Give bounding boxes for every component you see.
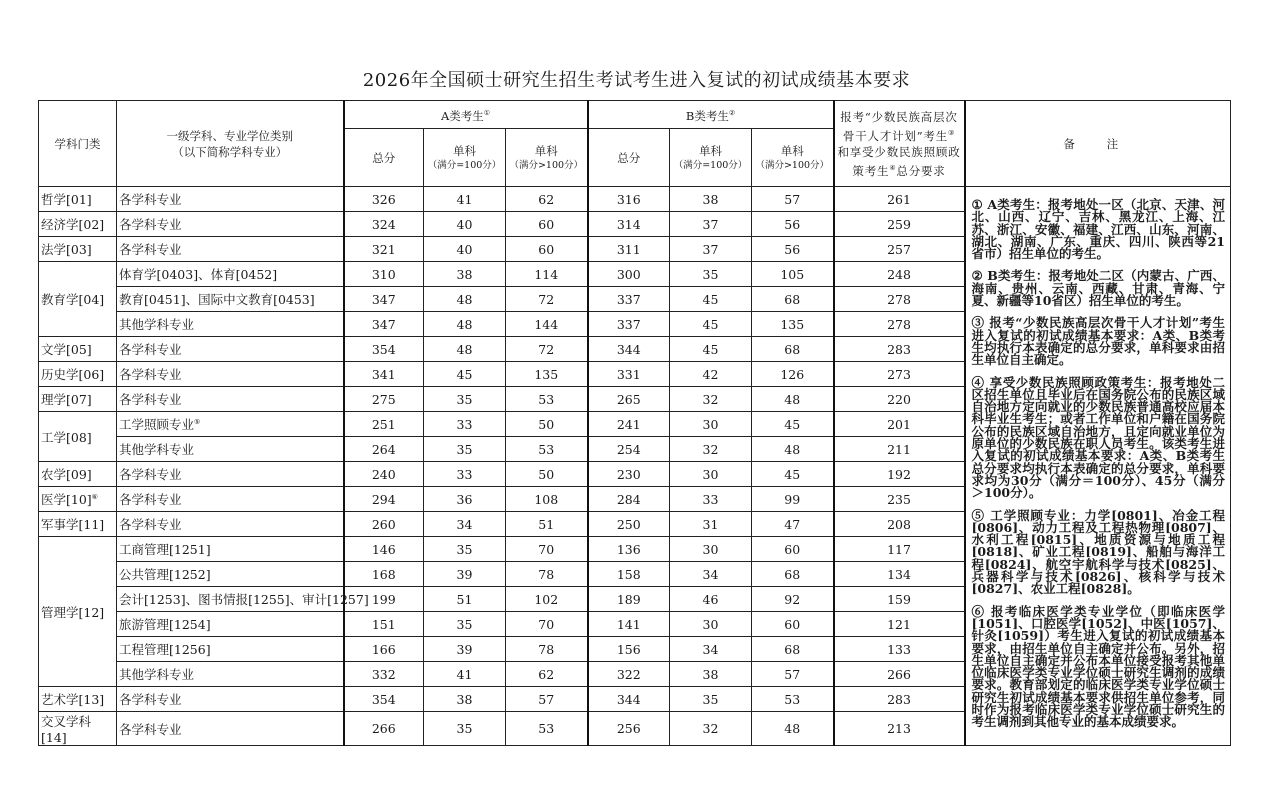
a-single-100-cell: 35 bbox=[424, 712, 506, 746]
special-text-1: 报考“少数民族高层次骨干人才计划”考生 bbox=[840, 109, 958, 143]
a-single-gt100-cell: 108 bbox=[506, 487, 588, 512]
notes-cell bbox=[965, 187, 1231, 746]
b-single-100-cell: 35 bbox=[670, 262, 752, 287]
a-single-label: 单科 bbox=[453, 144, 476, 158]
b-total-cell: 316 bbox=[588, 187, 670, 212]
a-single-gt100-cell: 144 bbox=[506, 312, 588, 337]
discipline-cell bbox=[39, 212, 117, 237]
special-footnote-2: ④ bbox=[889, 163, 897, 172]
b-single-100-note: （满分=100分） bbox=[673, 160, 748, 171]
a-total-cell: 354 bbox=[344, 337, 424, 362]
a-total-cell: 332 bbox=[344, 662, 424, 687]
discipline-cell bbox=[39, 237, 117, 262]
subject-label: 各学科专业 bbox=[119, 342, 182, 357]
special-text-2: 和享受少数民族照顾政策考生 bbox=[837, 144, 961, 178]
discipline-label: 医学[10] bbox=[41, 492, 92, 507]
discipline-footnote: ⑥ bbox=[91, 492, 98, 501]
b-single-gt100-cell: 126 bbox=[752, 362, 834, 387]
special-total-cell: 192 bbox=[834, 462, 965, 487]
subject-cell bbox=[117, 637, 344, 662]
subject-label: 各学科专业 bbox=[119, 517, 182, 532]
a-single-gt100-cell: 60 bbox=[506, 212, 588, 237]
discipline-cell bbox=[39, 362, 117, 387]
subject-cell bbox=[117, 187, 344, 212]
special-total-cell: 134 bbox=[834, 562, 965, 587]
subject-cell bbox=[117, 362, 344, 387]
subject-label: 其他学科专业 bbox=[119, 442, 195, 457]
discipline-cell bbox=[39, 412, 117, 462]
a-total-cell: 264 bbox=[344, 437, 424, 462]
subject-cell bbox=[117, 387, 344, 412]
a-total-cell: 260 bbox=[344, 512, 424, 537]
subject-cell bbox=[117, 712, 344, 746]
a-single-gt100-cell: 114 bbox=[506, 262, 588, 287]
discipline-cell bbox=[39, 337, 117, 362]
a-single-gt100-cell: 53 bbox=[506, 712, 588, 746]
discipline-label: 艺术学[13] bbox=[41, 692, 105, 707]
a-total-cell: 347 bbox=[344, 287, 424, 312]
discipline-cell bbox=[39, 487, 117, 512]
subject-label: 各学科专业 bbox=[119, 192, 182, 207]
discipline-cell bbox=[39, 512, 117, 537]
a-single-100-cell: 33 bbox=[424, 462, 506, 487]
subject-cell bbox=[117, 237, 344, 262]
discipline-label: 理学[07] bbox=[41, 392, 92, 407]
a-single-100-note: （满分=100分） bbox=[427, 160, 502, 171]
a-single-gt100-cell: 102 bbox=[506, 587, 588, 612]
b-total-cell: 344 bbox=[588, 337, 670, 362]
discipline-cell bbox=[39, 187, 117, 212]
header-notes: 备 注 bbox=[965, 101, 1231, 187]
b-single-gt100-cell: 68 bbox=[752, 337, 834, 362]
header-b-total: 总分 bbox=[588, 129, 670, 187]
b-total-cell: 284 bbox=[588, 487, 670, 512]
special-total-cell: 283 bbox=[834, 337, 965, 362]
b-single-gt100-cell: 68 bbox=[752, 287, 834, 312]
subject-label: 其他学科专业 bbox=[119, 667, 195, 682]
special-total-cell: 159 bbox=[834, 587, 965, 612]
a-single-100-cell: 33 bbox=[424, 412, 506, 437]
b-total-cell: 256 bbox=[588, 712, 670, 746]
b-total-cell: 241 bbox=[588, 412, 670, 437]
a-single-gt100-cell: 62 bbox=[506, 662, 588, 687]
header-special bbox=[834, 101, 965, 187]
a-single-100-cell: 40 bbox=[424, 212, 506, 237]
b-single-100-cell: 34 bbox=[670, 637, 752, 662]
b-single-100-cell: 30 bbox=[670, 412, 752, 437]
subject-cell bbox=[117, 512, 344, 537]
discipline-cell bbox=[39, 687, 117, 712]
subject-cell bbox=[117, 412, 344, 437]
b-single-100-cell: 38 bbox=[670, 662, 752, 687]
subject-label: 工商管理[1251] bbox=[119, 542, 211, 557]
b-total-cell: 250 bbox=[588, 512, 670, 537]
b-single-100-cell: 32 bbox=[670, 437, 752, 462]
subject-footnote: ⑤ bbox=[194, 417, 201, 426]
a-single-100-cell: 48 bbox=[424, 287, 506, 312]
subject-cell bbox=[117, 612, 344, 637]
subject-cell bbox=[117, 462, 344, 487]
b-single-gt100-cell: 45 bbox=[752, 412, 834, 437]
special-footnote-1: ③ bbox=[948, 128, 956, 137]
subject-label: 其他学科专业 bbox=[119, 317, 195, 332]
a-total-cell: 354 bbox=[344, 687, 424, 712]
b-single-gt100-cell: 135 bbox=[752, 312, 834, 337]
header-a-single-100 bbox=[424, 129, 506, 187]
subject-label: 工学照顾专业 bbox=[119, 417, 195, 432]
special-total-cell: 278 bbox=[834, 287, 965, 312]
b-single-gt100-cell: 68 bbox=[752, 562, 834, 587]
subject-label: 各学科专业 bbox=[119, 242, 182, 257]
discipline-label: 经济学[02] bbox=[41, 217, 105, 232]
discipline-cell bbox=[39, 712, 117, 746]
special-total-cell: 235 bbox=[834, 487, 965, 512]
discipline-label: 农学[09] bbox=[41, 467, 92, 482]
group-a-footnote: ① bbox=[483, 109, 491, 118]
special-total-cell: 273 bbox=[834, 362, 965, 387]
b-total-cell: 136 bbox=[588, 537, 670, 562]
page-title: 2026年全国硕士研究生招生考试考生进入复试的初试成绩基本要求 bbox=[362, 70, 911, 91]
b-single-100-cell: 30 bbox=[670, 462, 752, 487]
header-group-a bbox=[344, 101, 588, 129]
b-total-cell: 141 bbox=[588, 612, 670, 637]
b-single-100-cell: 32 bbox=[670, 387, 752, 412]
special-text-3: 总分要求 bbox=[896, 163, 946, 178]
a-single-gt100-cell: 70 bbox=[506, 612, 588, 637]
subject-cell bbox=[117, 562, 344, 587]
a-single-100-cell: 48 bbox=[424, 312, 506, 337]
a-single-100-cell: 35 bbox=[424, 537, 506, 562]
note-item: ⑥ 报考临床医学类专业学位（即临床医学[1051]、口腔医学[1052]、中医[1057]、针灸[1059]）考生进入复试的初试成绩基本要求，由招生单位自主确定并公布。另外，招生单位自主确定并公布本单位接受报考其他单位临床医学类专业学位硕士研究生调剂的成绩要求。教育部划定的临床医学类专业学位硕士研究生初试成绩基本要求供招生单位参考，同时作为报考临床医学类专业学位硕士研究生的考生调剂到其他专业的基本成绩要求。 bbox=[971, 603, 1225, 730]
b-single-gt100-cell: 45 bbox=[752, 462, 834, 487]
subject-label: 各学科专业 bbox=[119, 721, 182, 737]
discipline-label: 工学[08] bbox=[41, 429, 92, 445]
a-total-cell: 275 bbox=[344, 387, 424, 412]
score-table bbox=[38, 100, 1231, 746]
note-item: ⑤ 工学照顾专业：力学[0801]、冶金工程[0806]、动力工程及工程热物理[0807]、水利工程[0815]、地质资源与地质工程[0818]、矿业工程[0819]、船舶与海洋工程[0824]、航空宇航科学与技术[0825]、兵器科学与技术[0826]、核科学与技术[0827]、农业工程[0828]。 bbox=[971, 507, 1225, 597]
subject-cell bbox=[117, 662, 344, 687]
header-group-b bbox=[588, 101, 834, 129]
discipline-cell bbox=[39, 537, 117, 687]
discipline-label: 管理学[12] bbox=[41, 604, 105, 620]
a-total-cell: 251 bbox=[344, 412, 424, 437]
special-total-cell: 211 bbox=[834, 437, 965, 462]
a-total-cell: 240 bbox=[344, 462, 424, 487]
discipline-label: 教育学[04] bbox=[41, 292, 105, 307]
header-subject bbox=[117, 101, 344, 187]
a-single-100-cell: 45 bbox=[424, 362, 506, 387]
b-single-100-cell: 45 bbox=[670, 312, 752, 337]
special-total-cell: 283 bbox=[834, 687, 965, 712]
a-single-gt100-cell: 51 bbox=[506, 512, 588, 537]
special-total-cell: 208 bbox=[834, 512, 965, 537]
b-single-gt100-cell: 60 bbox=[752, 612, 834, 637]
a-total-cell: 321 bbox=[344, 237, 424, 262]
subject-label: 各学科专业 bbox=[119, 692, 182, 707]
b-single-100-cell: 38 bbox=[670, 187, 752, 212]
a-single-gt100-note: （满分>100分） bbox=[509, 160, 584, 171]
discipline-label: 军事学[11] bbox=[41, 517, 105, 532]
b-total-cell: 322 bbox=[588, 662, 670, 687]
b-single-gt100-cell: 48 bbox=[752, 387, 834, 412]
b-single-100-cell: 30 bbox=[670, 612, 752, 637]
a-total-cell: 310 bbox=[344, 262, 424, 287]
group-b-footnote: ② bbox=[728, 109, 736, 118]
b-single-100-cell: 45 bbox=[670, 287, 752, 312]
header-a-total: 总分 bbox=[344, 129, 424, 187]
b-total-cell: 337 bbox=[588, 287, 670, 312]
a-single-gt100-cell: 60 bbox=[506, 237, 588, 262]
special-total-cell: 220 bbox=[834, 387, 965, 412]
special-total-cell: 248 bbox=[834, 262, 965, 287]
b-single-gt100-cell: 57 bbox=[752, 662, 834, 687]
special-total-cell: 257 bbox=[834, 237, 965, 262]
subject-label: 各学科专业 bbox=[119, 217, 182, 232]
b-single-label: 单科 bbox=[780, 144, 804, 158]
b-single-100-cell: 37 bbox=[670, 237, 752, 262]
subject-label: 各学科专业 bbox=[119, 392, 182, 407]
b-single-100-cell: 42 bbox=[670, 362, 752, 387]
b-single-gt100-cell: 92 bbox=[752, 587, 834, 612]
b-total-cell: 331 bbox=[588, 362, 670, 387]
subject-cell bbox=[117, 212, 344, 237]
a-single-100-cell: 40 bbox=[424, 237, 506, 262]
a-single-100-cell: 35 bbox=[424, 437, 506, 462]
a-single-gt100-cell: 50 bbox=[506, 462, 588, 487]
a-total-cell: 341 bbox=[344, 362, 424, 387]
note-item: ③ 报考“少数民族高层次骨干人才计划”考生进入复试的初试成绩基本要求：A类、B类考生均执行本表确定的总分要求，单科要求由招生单位自主确定。 bbox=[971, 315, 1225, 368]
discipline-cell bbox=[39, 262, 117, 337]
a-single-100-cell: 51 bbox=[424, 587, 506, 612]
subject-cell bbox=[117, 587, 369, 612]
b-single-100-cell: 37 bbox=[670, 212, 752, 237]
b-single-100-cell: 33 bbox=[670, 487, 752, 512]
b-total-cell: 189 bbox=[588, 587, 670, 612]
subject-label: 教育[0451]、国际中文教育[0453] bbox=[119, 292, 315, 307]
b-total-cell: 311 bbox=[588, 237, 670, 262]
b-single-label: 单科 bbox=[699, 144, 722, 158]
subject-label: 会计[1253]、图书情报[1255]、审计[1257] bbox=[119, 592, 369, 607]
b-single-gt100-cell: 56 bbox=[752, 237, 834, 262]
a-single-100-cell: 48 bbox=[424, 337, 506, 362]
subject-cell bbox=[117, 312, 344, 337]
special-total-cell: 266 bbox=[834, 662, 965, 687]
a-single-gt100-cell: 78 bbox=[506, 637, 588, 662]
group-a-label: A类考生 bbox=[440, 108, 484, 123]
b-single-gt100-note: （满分>100分） bbox=[755, 160, 830, 171]
discipline-label: 交叉学科[14] bbox=[41, 714, 92, 745]
note-item: ④ 享受少数民族照顾政策考生：报考地处二区招生单位且毕业后在国务院公布的民族区域自治地方定向就业的少数民族普通高校应届本科毕业生考生；或者工作单位和户籍在国务院公布的民族区域自治地方，且定向就业单位为原单位的少数民族在职人员考生。该类考生进入复试的初试成绩基本要求：A类、B类考生总分要求均执行本表确定的总分要求，单科要求均为30分（满分＝100分）、45分（满分＞100分）。 bbox=[971, 374, 1225, 501]
b-single-100-cell: 45 bbox=[670, 337, 752, 362]
a-single-100-cell: 41 bbox=[424, 662, 506, 687]
subject-label: 各学科专业 bbox=[119, 467, 182, 482]
header-discipline: 学科门类 bbox=[39, 101, 117, 187]
special-total-cell: 278 bbox=[834, 312, 965, 337]
subject-label: 工程管理[1256] bbox=[119, 642, 211, 657]
subject-cell bbox=[117, 262, 344, 287]
a-single-gt100-cell: 57 bbox=[506, 687, 588, 712]
note-item: ② B类考生：报考地处二区（内蒙古、广西、海南、贵州、云南、西藏、甘肃、青海、宁夏、新疆等10省区）招生单位的考生。 bbox=[971, 268, 1225, 309]
special-total-cell: 121 bbox=[834, 612, 965, 637]
table-row bbox=[39, 187, 1231, 212]
special-total-cell: 259 bbox=[834, 212, 965, 237]
a-single-100-cell: 35 bbox=[424, 612, 506, 637]
subject-cell bbox=[117, 287, 344, 312]
b-single-100-cell: 30 bbox=[670, 537, 752, 562]
a-single-gt100-cell: 72 bbox=[506, 287, 588, 312]
a-single-100-cell: 39 bbox=[424, 637, 506, 662]
a-single-gt100-cell: 70 bbox=[506, 537, 588, 562]
discipline-label: 法学[03] bbox=[41, 242, 92, 257]
a-single-gt100-cell: 135 bbox=[506, 362, 588, 387]
a-total-cell: 166 bbox=[344, 637, 424, 662]
special-total-cell: 133 bbox=[834, 637, 965, 662]
a-total-cell: 168 bbox=[344, 562, 424, 587]
b-total-cell: 300 bbox=[588, 262, 670, 287]
note-item: ① A类考生：报考地处一区（北京、天津、河北、山西、辽宁、吉林、黑龙江、上海、江苏、浙江、安徽、福建、江西、山东、河南、湖北、湖南、广东、重庆、四川、陕西等21省市）招生单位的考生。 bbox=[971, 197, 1225, 262]
a-total-cell: 151 bbox=[344, 612, 424, 637]
a-single-100-cell: 34 bbox=[424, 512, 506, 537]
subject-cell bbox=[117, 487, 344, 512]
discipline-cell bbox=[39, 462, 117, 487]
a-single-100-cell: 36 bbox=[424, 487, 506, 512]
a-total-cell: 324 bbox=[344, 212, 424, 237]
special-total-cell: 117 bbox=[834, 537, 965, 562]
header-b-single-100 bbox=[670, 129, 752, 187]
a-single-gt100-cell: 53 bbox=[506, 387, 588, 412]
b-single-gt100-cell: 99 bbox=[752, 487, 834, 512]
b-total-cell: 265 bbox=[588, 387, 670, 412]
special-total-cell: 261 bbox=[834, 187, 965, 212]
b-single-gt100-cell: 57 bbox=[752, 187, 834, 212]
subject-cell bbox=[117, 437, 344, 462]
b-single-gt100-cell: 48 bbox=[752, 712, 834, 746]
subject-cell bbox=[117, 337, 344, 362]
a-single-100-cell: 41 bbox=[424, 187, 506, 212]
a-single-gt100-cell: 72 bbox=[506, 337, 588, 362]
special-total-cell: 213 bbox=[834, 712, 965, 746]
b-single-gt100-cell: 48 bbox=[752, 437, 834, 462]
b-single-gt100-cell: 60 bbox=[752, 537, 834, 562]
b-single-100-cell: 35 bbox=[670, 687, 752, 712]
b-single-gt100-cell: 105 bbox=[752, 262, 834, 287]
a-single-100-cell: 38 bbox=[424, 687, 506, 712]
subject-cell bbox=[117, 687, 344, 712]
a-total-cell: 266 bbox=[344, 712, 424, 746]
b-total-cell: 254 bbox=[588, 437, 670, 462]
discipline-cell bbox=[39, 387, 117, 412]
header-b-single-gt100 bbox=[752, 129, 834, 187]
b-total-cell: 314 bbox=[588, 212, 670, 237]
header-subject-line2: （以下简称学科专业） bbox=[172, 144, 288, 159]
b-single-gt100-cell: 53 bbox=[752, 687, 834, 712]
subject-label: 旅游管理[1254] bbox=[119, 617, 211, 632]
b-single-100-cell: 46 bbox=[670, 587, 752, 612]
subject-label: 各学科专业 bbox=[119, 367, 182, 382]
b-single-gt100-cell: 68 bbox=[752, 637, 834, 662]
group-b-label: B类考生 bbox=[685, 108, 729, 123]
a-single-gt100-cell: 78 bbox=[506, 562, 588, 587]
subject-label: 体育学[0403]、体育[0452] bbox=[119, 267, 278, 282]
subject-cell bbox=[117, 537, 344, 562]
b-single-gt100-cell: 47 bbox=[752, 512, 834, 537]
discipline-label: 历史学[06] bbox=[41, 367, 105, 382]
a-single-gt100-cell: 62 bbox=[506, 187, 588, 212]
special-total-cell: 201 bbox=[834, 412, 965, 437]
a-single-gt100-cell: 53 bbox=[506, 437, 588, 462]
a-single-gt100-cell: 50 bbox=[506, 412, 588, 437]
a-single-100-cell: 39 bbox=[424, 562, 506, 587]
a-total-cell: 326 bbox=[344, 187, 424, 212]
discipline-label: 哲学[01] bbox=[41, 192, 92, 207]
header-a-single-gt100 bbox=[506, 129, 588, 187]
discipline-label: 文学[05] bbox=[41, 342, 92, 357]
b-total-cell: 344 bbox=[588, 687, 670, 712]
a-total-cell: 347 bbox=[344, 312, 424, 337]
b-total-cell: 337 bbox=[588, 312, 670, 337]
b-total-cell: 230 bbox=[588, 462, 670, 487]
b-single-100-cell: 31 bbox=[670, 512, 752, 537]
a-single-label: 单科 bbox=[534, 144, 558, 158]
a-total-cell: 146 bbox=[344, 537, 424, 562]
a-total-cell: 199 bbox=[344, 587, 424, 612]
subject-label: 各学科专业 bbox=[119, 492, 182, 507]
subject-label: 公共管理[1252] bbox=[119, 567, 211, 582]
a-single-100-cell: 38 bbox=[424, 262, 506, 287]
header-subject-line1: 一级学科、专业学位类别 bbox=[166, 128, 293, 143]
b-single-100-cell: 32 bbox=[670, 712, 752, 746]
b-single-100-cell: 34 bbox=[670, 562, 752, 587]
a-single-100-cell: 35 bbox=[424, 387, 506, 412]
a-total-cell: 294 bbox=[344, 487, 424, 512]
b-total-cell: 158 bbox=[588, 562, 670, 587]
b-single-gt100-cell: 56 bbox=[752, 212, 834, 237]
b-total-cell: 156 bbox=[588, 637, 670, 662]
